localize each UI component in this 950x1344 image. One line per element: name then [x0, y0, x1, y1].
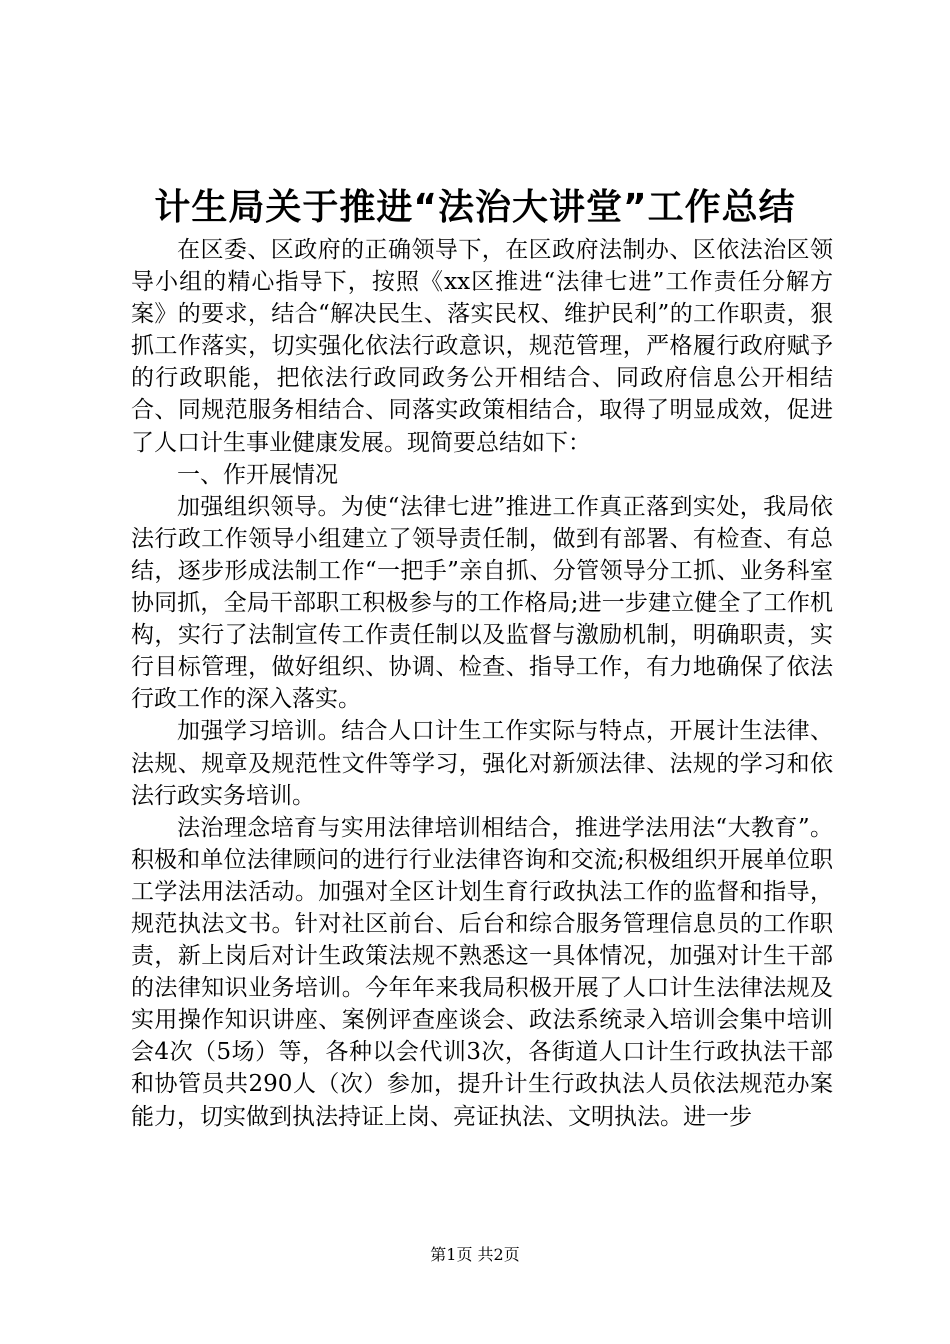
page-footer: 第1页 共2页 [430, 1245, 520, 1264]
document-title: 计生局关于推进“法治大讲堂”工作总结 [154, 187, 796, 228]
body-paragraph: 加强组织领导。为使“法律七进”推进工作真正落到实处，我局依法行政工作领导小组建立了领导责任制，做到有部署、有检查、有总结，逐步形成法制工作“一把手”亲自抓、分管领导分工抓、业务科室协同抓，全局干部职工积极参与的工作格局;进一步建立健全了工作机构，实行了法制宣传工作责任制以及监督与激励机制，明确职责，实行目标管理，做好组织、协调、检查、指导工作，有力地确保了依法行政工作的深入落实。 [131, 493, 833, 713]
section-heading: 一、作开展情况 [177, 461, 338, 488]
body-paragraph: 法治理念培育与实用法律培训相结合，推进学法用法“大教育”。积极和单位法律顾问的进行行业法律咨询和交流;积极组织开展单位职工学法用法活动。加强对全区计划生育行政执法工作的监督和指导，规范执法文书。针对社区前台、后台和综合服务管理信息员的工作职责，新上岗后对计生政策法规不熟悉这一具体情况，加强对计生干部的法律知识业务培训。今年年来我局积极开展了人口计生法律法规及实用操作知识讲座、案例评查座谈会、政法系统录入培训会集中培训会4次（5场）等，各种以会代训3次，各街道人口计生行政执法干部和协管员共290人（次）参加，提升计生行政执法人员依法规范办案能力，切实做到执法持证上岗、亮证执法、文明执法。进一步 [131, 814, 833, 1130]
document-body [131, 234, 833, 1133]
body-paragraph: 加强学习培训。结合人口计生工作实际与特点，开展计生法律、法规、规章及规范性文件等学习，强化对新颁法律、法规的学习和依法行政实务培训。 [131, 718, 833, 809]
body-paragraph: 在区委、区政府的正确领导下，在区政府法制办、区依法治区领导小组的精心指导下，按照《xx区推进“法律七进”工作责任分解方案》的要求，结合“解决民生、落实民权、维护民利”的工作职责，狠抓工作落实，切实强化依法行政意识，规范管理，严格履行政府赋予的行政职能，把依法行政同政务公开相结合、同政府信息公开相结合、同规范服务相结合、同落实政策相结合，取得了明显成效，促进了人口计生事业健康发展。现简要总结如下： [131, 237, 833, 456]
